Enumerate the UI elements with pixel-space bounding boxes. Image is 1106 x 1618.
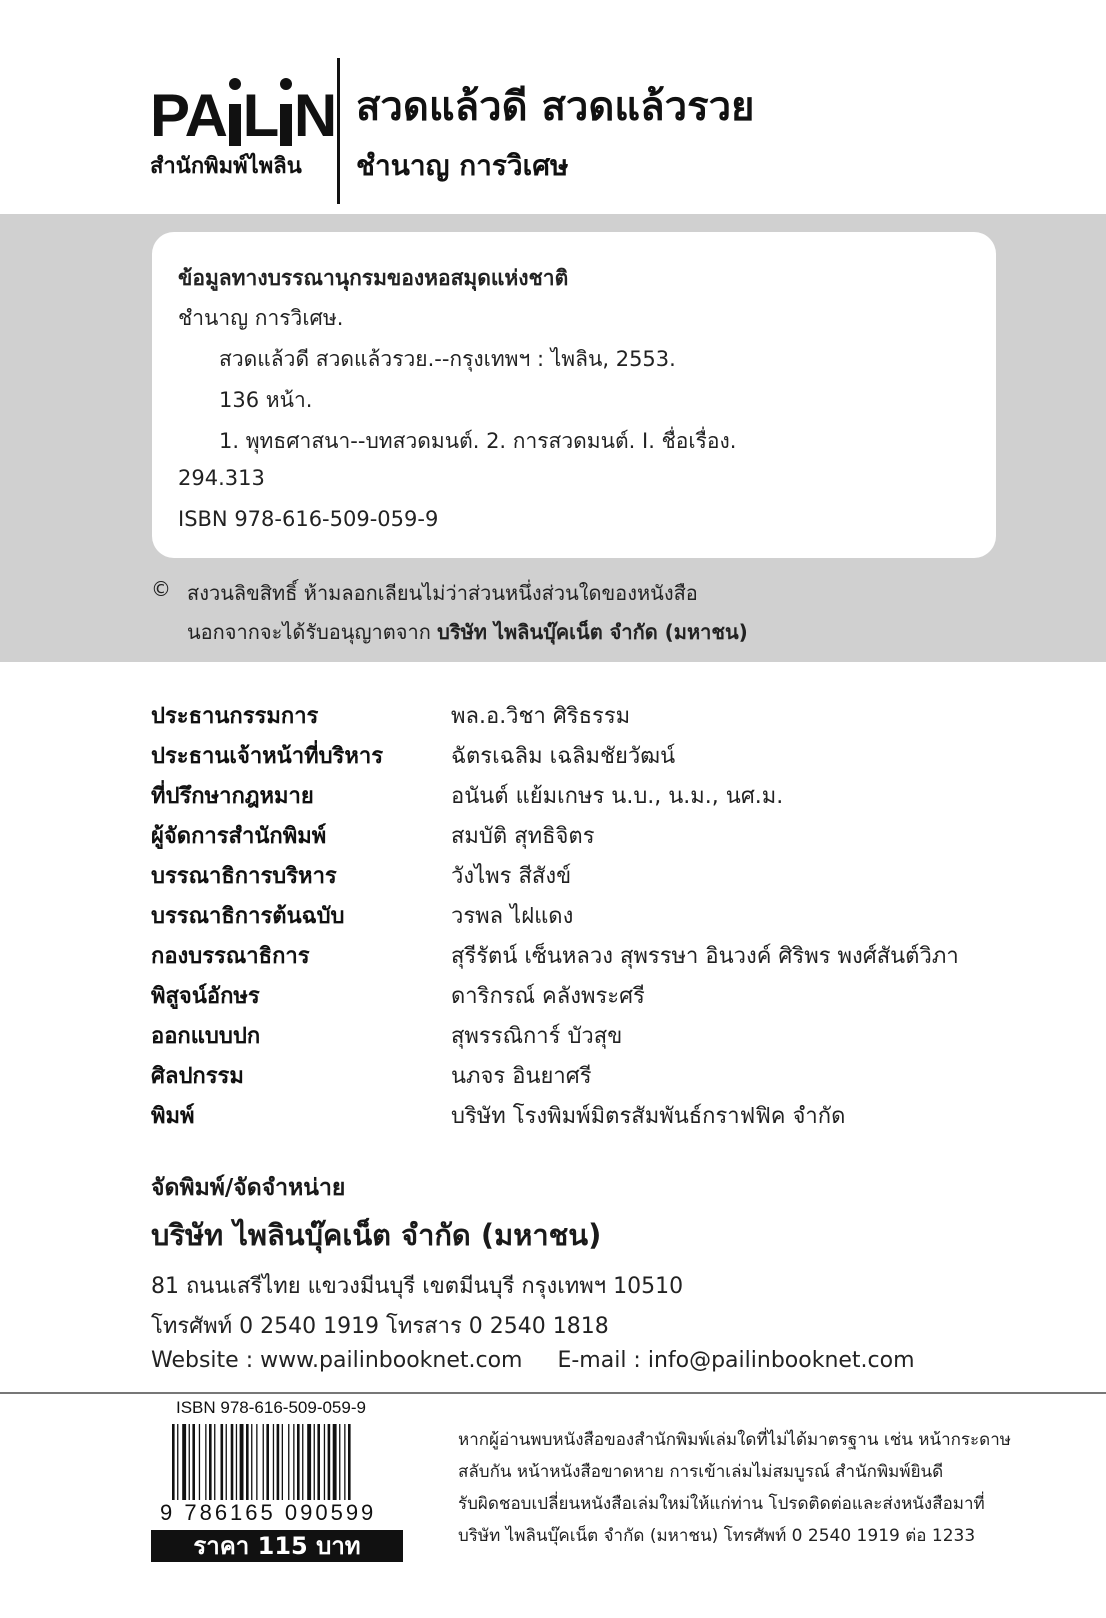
publisher-address: 81 ถนนเสรีไทย แขวงมีนบุรี เขตมีนบุรี กรุงเทพฯ 10510 bbox=[151, 1274, 684, 1299]
barcode-bar bbox=[273, 1424, 274, 1510]
staff-name: พล.อ.วิชา ศิริธรรม bbox=[451, 704, 631, 729]
staff-role: บรรณาธิการบริหาร bbox=[151, 864, 337, 889]
barcode-bar bbox=[205, 1424, 206, 1510]
barcode-bar bbox=[246, 1424, 249, 1510]
barcode-bar bbox=[266, 1424, 269, 1510]
barcode-bar bbox=[348, 1424, 351, 1510]
cip-line: สวดแล้วดี สวดแล้วรวย.--กรุงเทพฯ : ไพลิน, 2553. bbox=[219, 347, 676, 371]
logo-letter-i2 bbox=[278, 86, 294, 146]
staff-name: นภจร อินยาศรี bbox=[451, 1064, 592, 1089]
barcode-bar bbox=[214, 1424, 215, 1510]
staff-name: สมบัติ สุทธิจิตร bbox=[451, 824, 595, 849]
barcode-bar bbox=[177, 1424, 178, 1510]
barcode-bar bbox=[324, 1424, 325, 1510]
barcode-bar bbox=[317, 1424, 320, 1510]
barcode-bar bbox=[192, 1424, 195, 1510]
cip-heading: ข้อมูลทางบรรณานุกรมของหอสมุดแห่งชาติ bbox=[178, 266, 569, 290]
barcode-bar bbox=[263, 1424, 264, 1510]
barcode-bar bbox=[333, 1424, 337, 1510]
barcode-bar bbox=[277, 1424, 280, 1510]
staff-name: วังไพร สีสังข์ bbox=[451, 864, 572, 889]
logo-text-n: N bbox=[293, 82, 337, 149]
publisher-subtitle: สำนักพิมพ์ไพลิน bbox=[150, 154, 302, 179]
barcode-bar bbox=[282, 1424, 283, 1510]
barcode-bar bbox=[189, 1424, 190, 1510]
staff-name: บริษัท โรงพิมพ์มิตรสัมพันธ์กราฟฟิค จำกัด bbox=[451, 1104, 846, 1129]
notice-line: สลับกัน หน้าหนังสือขาดหาย การเข้าเล่มไม่สมบูรณ์ สำนักพิมพ์ยินดี bbox=[458, 1462, 944, 1482]
staff-role: กองบรรณาธิการ bbox=[151, 944, 310, 969]
barcode-bar bbox=[307, 1424, 311, 1510]
logo-text-pa: PA bbox=[150, 82, 227, 149]
barcode-bar bbox=[226, 1424, 227, 1510]
barcode-digits: 9 786165 090599 bbox=[160, 1500, 377, 1525]
footer-divider bbox=[0, 1392, 1106, 1394]
copyright-line2-text: นอกจากจะได้รับอนุญาตจาก bbox=[187, 620, 431, 644]
barcode-bar bbox=[236, 1424, 237, 1510]
barcode-bar bbox=[328, 1424, 331, 1510]
staff-role: ผู้จัดการสำนักพิมพ์ bbox=[151, 824, 327, 849]
cip-isbn: ISBN 978-616-509-059-9 bbox=[178, 507, 439, 531]
staff-role: พิสูจน์อักษร bbox=[151, 984, 260, 1009]
staff-role: บรรณาธิการต้นฉบับ bbox=[151, 904, 345, 929]
publisher-phone: โทรศัพท์ 0 2540 1919 โทรสาร 0 2540 1818 bbox=[151, 1314, 609, 1339]
staff-name: อนันต์ แย้มเกษร น.บ., น.ม., นศ.ม. bbox=[451, 784, 784, 809]
staff-role: ศิลปกรรม bbox=[151, 1064, 244, 1089]
publisher-logo bbox=[150, 82, 337, 149]
barcode-isbn: ISBN 978-616-509-059-9 bbox=[176, 1398, 366, 1417]
cip-line: ชำนาญ การวิเศษ. bbox=[178, 306, 344, 330]
book-title: สวดแล้วดี สวดแล้วรวย bbox=[356, 84, 755, 130]
notice-line: บริษัท ไพลินบุ๊คเน็ต จำกัด (มหาชน) โทรศัพท์ 0 2540 1919 ต่อ 1233 bbox=[458, 1526, 976, 1546]
barcode-bar bbox=[344, 1424, 345, 1510]
barcode-image bbox=[172, 1424, 396, 1510]
copyright-line2 bbox=[187, 616, 748, 648]
barcode-bar bbox=[231, 1424, 234, 1510]
copyright-company: บริษัท ไพลินบุ๊คเน็ต จำกัด (มหาชน) bbox=[437, 620, 748, 644]
barcode-bar bbox=[172, 1424, 175, 1510]
staff-name: ฉัตรเฉลิม เฉลิมชัยวัฒน์ bbox=[451, 744, 676, 769]
barcode-bar bbox=[182, 1424, 186, 1510]
barcode-bar bbox=[314, 1424, 315, 1510]
notice-line: หากผู้อ่านพบหนังสือของสำนักพิมพ์เล่มใดที่ไม่ได้มาตรฐาน เช่น หน้ากระดาษ bbox=[458, 1430, 1011, 1450]
logo-letter-i bbox=[227, 86, 243, 146]
publisher-name: บริษัท ไพลินบุ๊คเน็ต จำกัด (มหาชน) bbox=[151, 1218, 602, 1252]
copyright-line1: สงวนลิขสิทธิ์ ห้ามลอกเลียนไม่ว่าส่วนหนึ่งส่วนใดของหนังสือ bbox=[187, 581, 698, 605]
staff-role: ประธานเจ้าหน้าที่บริหาร bbox=[151, 744, 384, 769]
barcode-bar bbox=[209, 1424, 212, 1510]
logo-text-l: L bbox=[242, 82, 279, 149]
barcode-bar bbox=[221, 1424, 224, 1510]
staff-role: ที่ปรึกษากฎหมาย bbox=[151, 784, 314, 809]
barcode-bar bbox=[293, 1424, 294, 1510]
cip-line: 294.313 bbox=[178, 466, 265, 490]
header-divider bbox=[337, 58, 340, 204]
publisher-web-email: Website : www.pailinbooknet.com E-mail : info@pailinbooknet.com bbox=[151, 1348, 915, 1373]
barcode-bar bbox=[288, 1424, 289, 1510]
staff-role: ออกแบบปก bbox=[151, 1024, 261, 1049]
staff-name: สุรีรัตน์ เซ็นหลวง สุพรรษา อินวงค์ ศิริพร พงศ์สันต์วิภา bbox=[451, 944, 959, 969]
barcode-bar bbox=[251, 1424, 252, 1510]
cip-line: 136 หน้า. bbox=[219, 388, 313, 412]
notice-line: รับผิดชอบเปลี่ยนหนังสือเล่มใหม่ให้แก่ท่าน โปรดติดต่อและส่งหนังสือมาที่ bbox=[458, 1494, 985, 1514]
price-label: ราคา 115 บาท bbox=[151, 1530, 403, 1562]
barcode-bar bbox=[256, 1424, 257, 1510]
barcode-bar bbox=[302, 1424, 303, 1510]
book-author: ชำนาญ การวิเศษ bbox=[356, 149, 569, 182]
staff-role: ประธานกรรมการ bbox=[151, 704, 319, 729]
barcode-bar bbox=[339, 1424, 340, 1510]
publisher-label: จัดพิมพ์/จัดจำหน่าย bbox=[151, 1175, 346, 1201]
staff-name: ดาริกรณ์ คลังพระศรี bbox=[451, 984, 645, 1009]
staff-name: วรพล ไฝแดง bbox=[451, 904, 574, 929]
staff-role: พิมพ์ bbox=[151, 1104, 195, 1129]
copyright-symbol: © bbox=[151, 577, 171, 601]
cip-line: 1. พุทธศาสนา--บทสวดมนต์. 2. การสวดมนต์. I. ชื่อเรื่อง. bbox=[219, 429, 737, 453]
barcode-bar bbox=[199, 1424, 200, 1510]
staff-name: สุพรรณิการ์ บัวสุข bbox=[451, 1024, 623, 1049]
barcode-bar bbox=[240, 1424, 244, 1510]
barcode-bar bbox=[297, 1424, 300, 1510]
